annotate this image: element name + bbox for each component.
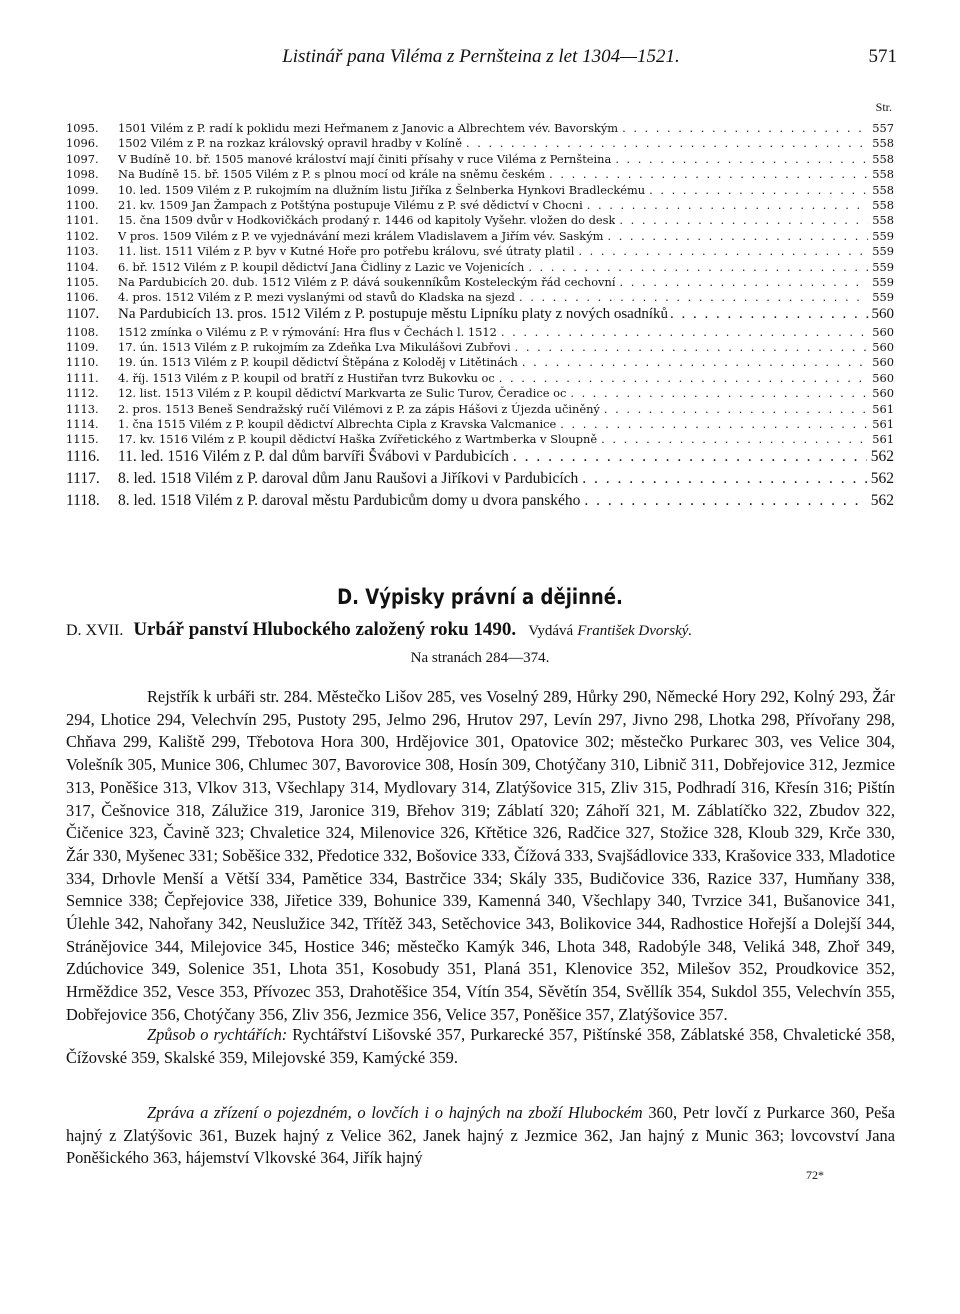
entry-text: 17. ún. 1513 Vilém z P. rukojmím za Zdeňka Lva Mikulášovi Zubřovi [118, 340, 511, 355]
entry-text: 15. čna 1509 dvůr v Hodkovičkách prodaný r. 1446 od kapitoly Vyšehr. vložen do desk [118, 213, 616, 228]
paragraph-hajni [66, 1102, 895, 1170]
leader-dots [515, 340, 869, 354]
leader-dots [513, 448, 867, 466]
entry-number: 1102. [66, 228, 99, 243]
leader-dots [528, 260, 868, 274]
entry-text: 11. led. 1516 Vilém z P. dal dům barvíři Švábovi v Pardubicích [118, 447, 509, 465]
signature-mark: 72* [806, 1168, 824, 1182]
entry-page: 561 [872, 432, 894, 447]
entry-text: V Budíně 10. bř. 1505 manové králoství mají činiti přísahy v ruce Viléma z Pernšteina [118, 151, 612, 166]
list-item [66, 136, 894, 151]
entry-page: 558 [872, 167, 894, 182]
leader-dots [519, 290, 868, 304]
entry-number: 1099. [66, 182, 99, 197]
paragraph-lead: Zpráva a zřízení o pojezdném, o lovčích i o hajných na zboží Hlubockém [147, 1103, 643, 1122]
entry-number: 1103. [66, 244, 99, 259]
running-title: Listinář pana Viléma z Pernšteina z let 1304—1521. [282, 46, 680, 67]
leader-dots [578, 244, 868, 258]
entry-text: 19. ún. 1513 Vilém z P. koupil dědictví Štěpána z Koloděj v Litětinách [118, 355, 518, 370]
entry-number: 1111. [66, 370, 99, 385]
entry-page: 558 [872, 151, 894, 166]
entry-number: 1113. [66, 401, 99, 416]
list-item [66, 290, 894, 305]
leader-dots [549, 167, 868, 181]
entry-number: 1116. [66, 447, 100, 465]
entry-text: 1512 zmínka o Vilému z P. v rýmování: Hra flus v Čechách l. 1512 [118, 324, 497, 339]
leader-dots [670, 306, 869, 323]
leader-dots [619, 213, 868, 227]
entry-text: 1501 Vilém z P. radí k poklidu mezi Heřmanem z Janovic a Albrechtem vév. Bavorským [118, 121, 619, 135]
entry-page: 560 [872, 386, 894, 401]
entry-number: 1118. [66, 491, 100, 509]
list-item [66, 306, 894, 325]
entry-text: Na Pardubicích 13. pros. 1512 Vilém z P. postupuje městu Lipníku platy z nových osadníků [118, 305, 669, 322]
entry-page: 562 [870, 491, 894, 509]
page-number: 571 [868, 46, 897, 67]
list-item [66, 198, 894, 213]
entry-page: 561 [872, 401, 894, 416]
running-head [65, 46, 897, 72]
leader-dots [522, 355, 868, 369]
entry-text: V pros. 1509 Vilém z P. ve vyjednávání mezi králem Vladislavem a Jiřím vév. Saským [118, 228, 604, 243]
list-item [66, 448, 894, 470]
entry-page: 559 [872, 228, 894, 243]
list-item [66, 275, 894, 290]
paragraph-body: 360, Petr lovčí z Purkarce 360, Peša hajný z Zlatýšovic 361, Buzek hajný z Velice 362, Janek hajný z Jezmice 362, Jan hajný z Munic 363; lovcovství Jana Poněšického 363, hájemství Vlkovské 364, Jiřík hajný [66, 1103, 896, 1168]
entry-page: 557 [872, 121, 894, 135]
page-column-label: Str. [875, 100, 892, 114]
list-item [66, 152, 894, 167]
document-id: D. XVII. [66, 622, 124, 639]
leader-dots [501, 325, 868, 339]
entry-number: 1110. [66, 355, 99, 370]
paragraph-body: Rychtářství Lišovské 357, Purkarecké 357, Pištínské 358, Záblatské 358, Chvaletické 358, Čížovské 359, Skalské 359, Milejovské 359, Kamýcké 359. [66, 1025, 895, 1067]
entry-page: 558 [872, 136, 894, 151]
entry-number: 1109. [66, 340, 99, 355]
entry-page: 562 [870, 447, 894, 465]
entry-number: 1095. [66, 121, 99, 135]
list-item [66, 340, 894, 355]
leader-dots [607, 229, 868, 243]
entry-text: 1. čna 1515 Vilém z P. koupil dědictví Albrechta Cipla z Kravska Valcmanice [118, 417, 557, 432]
entry-number: 1097. [66, 151, 99, 166]
list-item [66, 325, 894, 340]
list-item [66, 371, 894, 386]
entry-text: 10. led. 1509 Vilém z P. rukojmím na dlužním listu Jiříka z Šelnberka Hynkovi Bradleckému [118, 182, 646, 197]
entry-number: 1114. [66, 417, 99, 432]
list-item [66, 260, 894, 275]
editor-name: František Dvorský. [577, 623, 693, 639]
pages-note: Na stranách 284—374. [410, 650, 550, 666]
entry-page: 558 [872, 197, 894, 212]
list-item [66, 167, 894, 182]
entry-page: 560 [872, 340, 894, 355]
entry-number: 1105. [66, 274, 99, 289]
leader-dots [615, 152, 868, 166]
entry-text: 1502 Vilém z P. na rozkaz královský opravil hradby v Kolíně [118, 136, 462, 151]
entry-page: 559 [872, 244, 894, 259]
leader-dots [570, 386, 868, 400]
entry-page: 559 [872, 290, 894, 305]
leader-dots [560, 417, 868, 431]
list-item [66, 402, 894, 417]
leader-dots [582, 470, 866, 488]
leader-dots [499, 371, 868, 385]
list-item [66, 386, 894, 401]
entry-text: 6. bř. 1512 Vilém z P. koupil dědictví Jana Čidliny z Lazic ve Vojenicích [118, 259, 525, 274]
entry-number: 1100. [66, 197, 99, 212]
entry-number: 1104. [66, 259, 99, 274]
entry-page: 558 [872, 213, 894, 228]
entry-text: 4. říj. 1513 Vilém z P. koupil od bratří z Hustiřan tvrz Bukovku oc [118, 370, 495, 385]
entry-page: 559 [872, 259, 894, 274]
list-item [66, 417, 894, 432]
entry-page: 560 [872, 370, 894, 385]
entry-number: 1108. [66, 324, 99, 339]
leader-dots [466, 136, 868, 150]
entry-text: 21. kv. 1509 Jan Žampach z Potštýna postupuje Vilému z P. své dědictví v Chocni [118, 197, 583, 212]
list-item [66, 183, 894, 198]
paragraph-register: Rejstřík k urbáři str. 284. Městečko Lišov 285, ves Voselný 289, Hůrky 290, Německé Hory 292, Kolný 293, Žár 294, Lhotice 294, Velechvín 295, Pustoty 295, Jelmo 296, Hrutov 297, Levín 297, Jivno 298, Lhotka 298, Přívořany 298, Chňava 299, Kaliště 299, Třebotova Hora 300, Hrdějovice 301, Opatovice 302; městečko Purkarec 303, ves Velice 304, Volešník 305, Munice 306, Chlumec 307, Bavorovice 308, Hosín 309, Chotýčany 310, Libnič 311, Dobřejovice 312, Jezmice 313, Poněšice 313, Vlkov 313, Všechlapy 314, Mydlovary 314, Zlatýšovice 315, Zliv 315, Podhradí 316, Křesín 316; Pištín 317, Češnovice 318, Zálužice 319, Jaronice 319, Břehov 319; Záblatí 320; Záhoří 321, M. Záblatíčko 322, Zbudov 322, Čičenice 323, Čavině 323; Chvaletice 324, Milenovice 326, Křtětice 326, Radčice 327, Stožice 328, Kloub 329, Krče 330, Žár 330, Myšenec 331; Soběšice 332, Předotice 332, Bošovice 333, Čížová 333, Svajšádlovice 333, Krašovice 333, Mladotice 334, Drhovle Menší a Větší 334, Pamětice 334, Bastrčice 334; Skály 335, Budičovice 336, Razice 337, Humňany 338, Semnice 338; Čepřejovice 338, Jiřetice 339, Bohunice 339, Kamenná 340, Všechlapy 340, Tvrzice 341, Bušanovice 341, Úlehle 342, Nahořany 342, Neuslužice 342, Třítěž 343, Setěchovice 343, Bolikovice 344, Radhostice Hořejší a Dolejší 344, Stránějovice 344, Milejovice 345, Hostice 346; městečko Kamýk 346, Lhota 348, Radobýle 348, Veliká 348, Zhoř 349, Zdúchovice 349, Solenice 351, Lhota 351, Kosobudy 351, Planá 351, Klenovice 352, Milešov 352, Proudkovice 352, Hrměždice 352, Vesce 353, Přívozec 353, Drahotěšice 354, Vítín 354, Sěvětín 354, Svěllík 354, Sukdol 355, Velechvín 355, Dobřejovice 356, Chotýčany 356, Zliv 356, Jezmice 356, Velice 357, Poněšice 357, Zlatýšovice 357. [66, 687, 895, 1024]
entry-text: 8. led. 1518 Vilém z P. daroval městu Pardubicům domy u dvora panského [118, 491, 581, 509]
section-heading: D. Výpisky právní a dějinné. [337, 585, 623, 609]
entry-text: Na Pardubicích 20. dub. 1512 Vilém z P. dává soukenníkům Kosteleckým řád cechovní [118, 274, 616, 289]
entry-number: 1112. [66, 386, 99, 401]
entry-page: 562 [870, 469, 894, 487]
leader-dots [584, 492, 866, 510]
document-title: Urbář panství Hlubockého založený roku 1490. [133, 619, 517, 640]
document-header [66, 619, 896, 641]
entry-text: 8. led. 1518 Vilém z P. daroval dům Janu Raušovi a Jiříkovi v Pardubicích [118, 469, 579, 487]
entry-list [66, 121, 894, 514]
leader-dots [619, 275, 868, 289]
entry-number: 1107. [66, 305, 100, 322]
entry-number: 1098. [66, 167, 99, 182]
entry-text: 11. list. 1511 Vilém z P. byv v Kutné Hoře pro potřebu královu, své útraty platil [118, 244, 575, 259]
entry-page: 560 [871, 305, 894, 322]
entry-number: 1101. [66, 213, 99, 228]
paragraph-lead: Způsob o rychtářích: [147, 1025, 288, 1044]
entry-number: 1106. [66, 290, 99, 305]
list-item [66, 432, 894, 447]
entry-text: 2. pros. 1513 Beneš Sendražský ručí Vilémovi z P. za zápis Hášovi z Újezda učiněný [118, 401, 600, 416]
paragraph-rychtari [66, 1024, 895, 1069]
entry-text: 17. kv. 1516 Vilém z P. koupil dědictví Haška Zvířetického z Wartmberka v Sloupně [118, 432, 598, 447]
entry-page: 561 [872, 417, 894, 432]
list-item [66, 121, 894, 136]
list-item [66, 229, 894, 244]
list-item [66, 355, 894, 370]
editor-label: Vydává [528, 623, 574, 639]
leader-dots [601, 432, 868, 446]
entry-page: 558 [872, 182, 894, 197]
entry-page: 560 [872, 355, 894, 370]
leader-dots [587, 198, 869, 212]
leader-dots [622, 121, 868, 135]
list-item [66, 213, 894, 228]
entry-text: Na Budíně 15. bř. 1505 Vilém z P. s plnou mocí od krále na sněmu českém [118, 167, 546, 182]
list-item [66, 470, 894, 492]
entry-text: 12. list. 1513 Vilém z P. koupil dědictví Markvarta ze Sulic Turov, Čeradice oc [118, 386, 567, 401]
leader-dots [604, 402, 868, 416]
list-item [66, 244, 894, 259]
entry-page: 560 [872, 324, 894, 339]
entry-text: 4. pros. 1512 Vilém z P. mezi vyslanými od stavů do Kladska na sjezd [118, 290, 515, 305]
entry-number: 1117. [66, 469, 100, 487]
entry-page: 559 [872, 274, 894, 289]
entry-number: 1096. [66, 136, 99, 151]
list-item [66, 492, 894, 514]
leader-dots [649, 183, 868, 197]
entry-number: 1115. [66, 432, 99, 447]
